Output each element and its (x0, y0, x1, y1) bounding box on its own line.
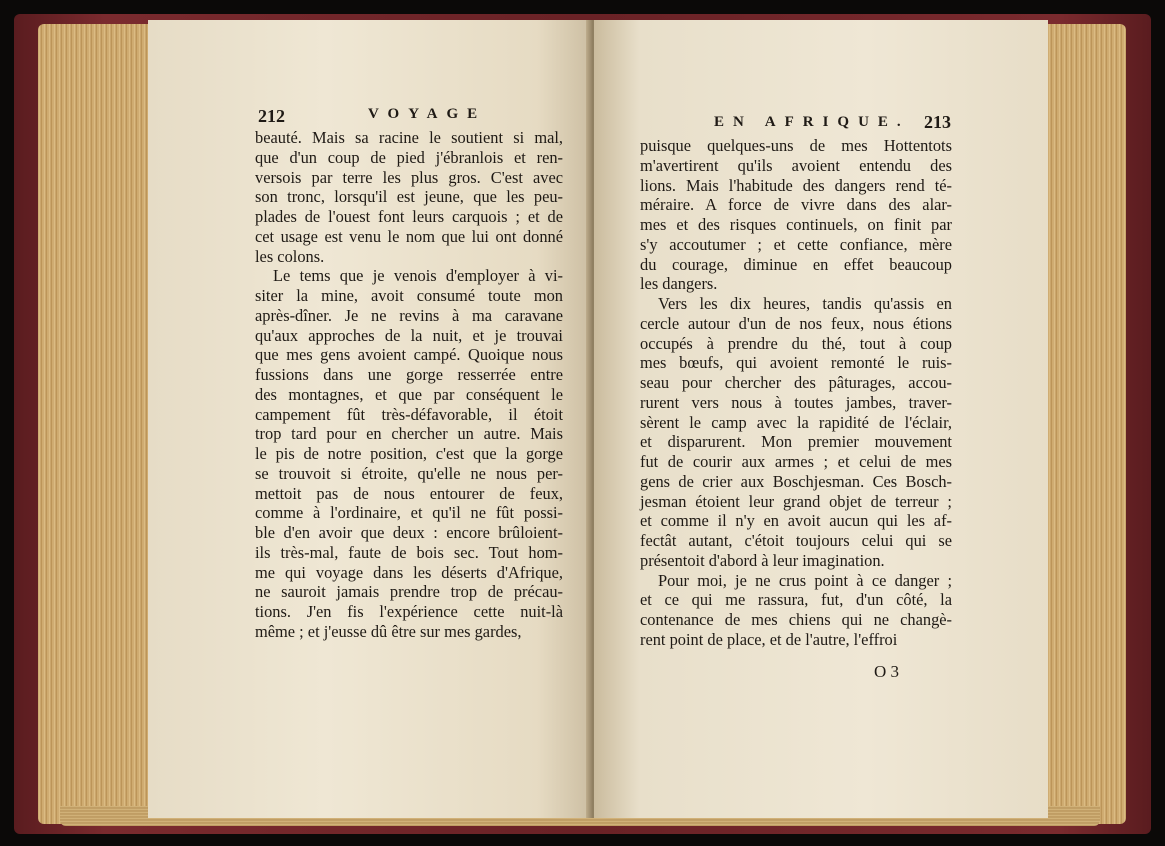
text-line: versois par terre les plus gros. C'est avec (255, 167, 563, 187)
text-line: et disparurent. Mon premier mouvement (640, 432, 952, 452)
text-line: ble d'en avoir que deux : encore brûloient- (255, 523, 563, 542)
text-line: du courage, diminue en effet beaucoup (640, 254, 952, 274)
text-line: après-dîner. Je ne revins à ma caravane (255, 305, 563, 325)
page-number-right: 213 (924, 112, 951, 132)
text-line: même ; et j'eusse dû être sur mes gardes, (255, 621, 522, 641)
text-line: les dangers. (640, 274, 718, 294)
text-line: que mes gens avoient campé. Quoique nous (255, 345, 563, 365)
text-line: trop tard pour en chercher un autre. Mais (255, 424, 563, 444)
page-number-left: 212 (258, 106, 285, 126)
text-line: Vers les dix heures, tandis qu'assis en (658, 294, 952, 313)
text-line: et comme il n'y en avoit aucun qui les af- (640, 511, 952, 531)
text-line: présentoit d'abord à leur imagination. (640, 550, 885, 570)
text-line: fussions dans une gorge resserrée entre (255, 365, 563, 384)
running-head-right: EN AFRIQUE. (714, 114, 910, 130)
text-line: Le tems que je venois d'employer à vi- (273, 266, 563, 286)
text-line: et ce qui me rassura, fut, d'un côté, la (640, 590, 952, 610)
text-line: siter la mine, avoit consumé toute mon (255, 286, 563, 305)
text-line: rent point de place, et de l'autre, l'effroi (640, 629, 898, 649)
page-edges-left (38, 24, 148, 824)
text-line: son tronc, lorsqu'il est jeune, que les peu- (255, 187, 563, 207)
text-line: cercle autour d'un de nos feux, nous étions (640, 313, 952, 333)
text-line: jesman étoient leur grand objet de terreur ; (640, 491, 952, 511)
text-line: m'avertirent qu'ils avoient entendu des (640, 155, 952, 175)
text-line: gens de crier aux Boschjesman. Ces Bosch- (640, 471, 952, 491)
running-head-left: VOYAGE (368, 106, 487, 122)
text-line: les colons. (255, 246, 325, 266)
text-line: fectât autant, c'étoit toujours celui qui se (640, 531, 952, 550)
text-line: puisque quelques-uns de mes Hottentots (640, 136, 952, 155)
text-line: beauté. Mais sa racine le soutient si mal, (255, 128, 563, 147)
text-line: mettoit pas de nous entourer de feux, (255, 483, 563, 503)
text-line: se trouvoit si étroite, qu'elle ne nous per- (255, 463, 563, 483)
page-edges-right (1048, 24, 1126, 824)
text-line: le pis de notre position, c'est que la gorge (255, 444, 563, 463)
text-line: méraire. A force de vivre dans des alar- (640, 195, 952, 215)
text-line: fut de courir aux armes ; et celui de mes (640, 452, 952, 471)
text-line: contenance de mes chiens qui ne changè- (640, 610, 952, 629)
text-line: qu'aux approches de la nuit, et je trouvai (255, 325, 563, 345)
text-line: cet usage est venu le nom que lui ont donné (255, 226, 563, 246)
text-line: plades de l'ouest font leurs carquois ; et de (255, 207, 563, 226)
text-line: me qui voyage dans les déserts d'Afrique, (255, 562, 563, 582)
text-line: seau pour chercher des pâturages, accou- (640, 373, 952, 392)
text-line: ils très-mal, faute de bois sec. Tout hom- (255, 542, 563, 562)
text-line: lions. Mais l'habitude des dangers rend té- (640, 175, 952, 195)
text-line: rurent vers nous à toutes jambes, traver- (640, 392, 952, 412)
text-line: Pour moi, je ne crus point à ce danger ; (658, 570, 952, 590)
text-line: sèrent le camp avec la rapidité de l'éclair, (640, 412, 952, 432)
text-line: mes bœufs, qui avoient remonté le ruis- (640, 353, 952, 373)
text-line: mes et des risques continuels, on finit par (640, 215, 952, 234)
text-line: des montagnes, et que par conséquent le (255, 384, 563, 404)
text-line: occupés à prendre du thé, tout à coup (640, 333, 952, 353)
text-line: comme à l'ordinaire, et qu'il ne fût possi- (255, 503, 563, 523)
left-page-text (255, 128, 563, 642)
right-page-text (640, 136, 952, 650)
right-page (594, 20, 1048, 818)
text-line: tions. J'en fis l'expérience cette nuit-là (255, 602, 563, 621)
text-line: s'y accoutumer ; et cette confiance, mère (640, 234, 952, 254)
left-page (148, 20, 590, 818)
text-line: campement fût très-défavorable, il étoit (255, 404, 563, 424)
text-line: que d'un coup de pied j'ébranlois et ren- (255, 147, 563, 167)
text-line: ne sauroit jamais prendre trop de précau- (255, 582, 563, 602)
signature-mark: O 3 (874, 662, 900, 681)
